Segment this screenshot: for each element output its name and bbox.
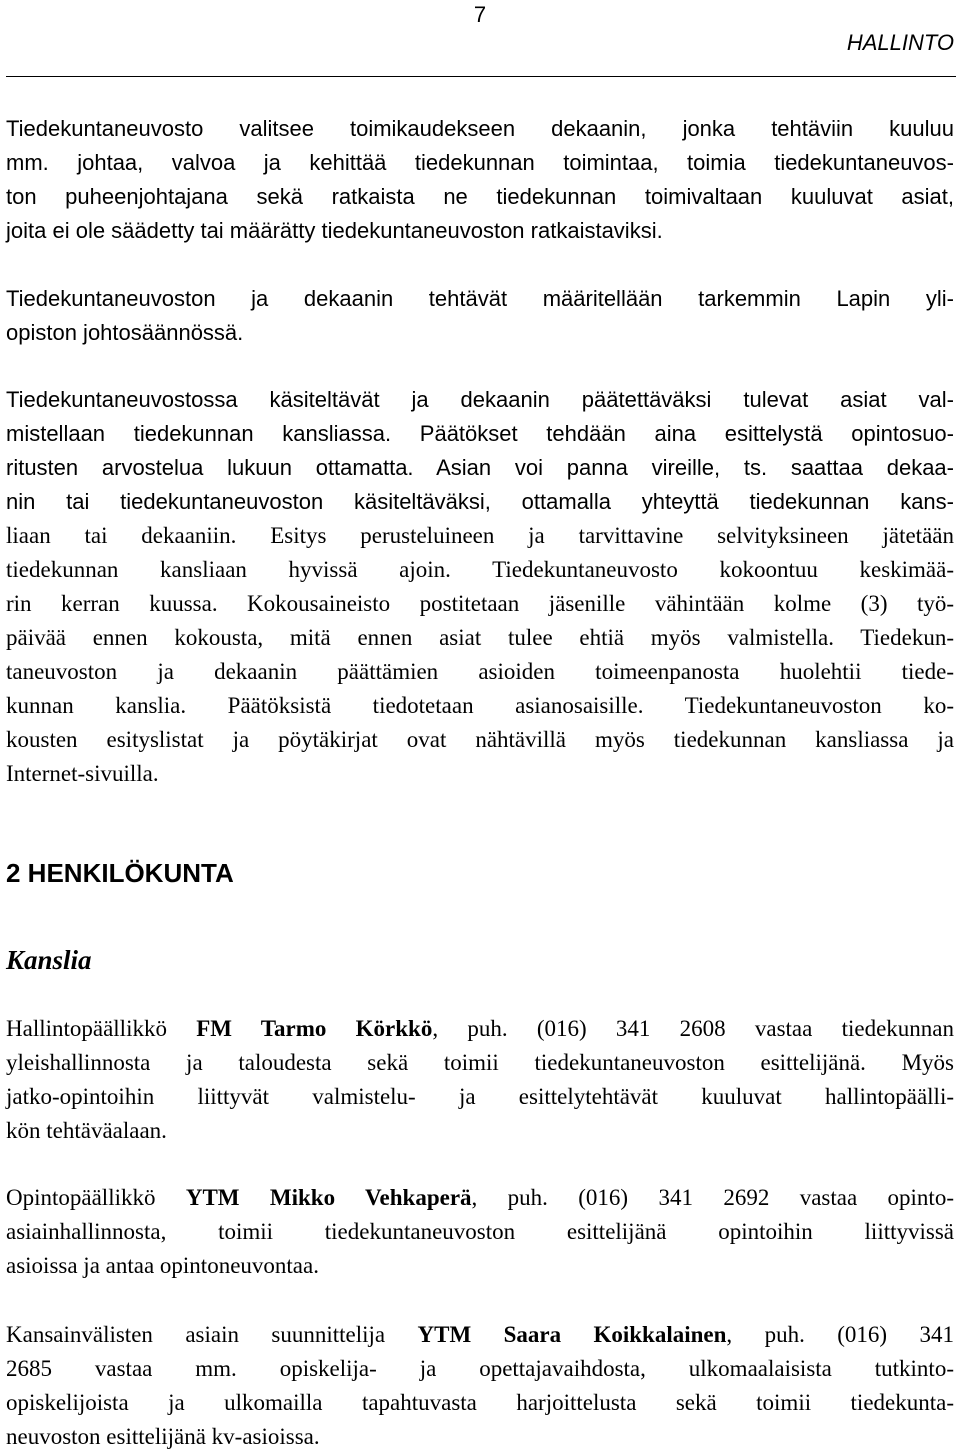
text-line: yleishallinnosta ja taloudesta sekä toimii tiedekuntaneuvoston esittelijänä. Myös (6, 1050, 954, 1075)
text-line (6, 1183, 954, 1213)
text-line: liaan tai dekaaniin. Esitys perusteluineen ja tarvittavine selvityksineen jätetään (6, 523, 954, 548)
text-line: mm. johtaa, valvoa ja kehittää tiedekunnan toimintaa, toimia tiedekuntaneuvos- (6, 150, 954, 175)
text-line: asiainhallinnosta, toimii tiedekuntaneuvoston esittelijänä opintoihin liittyvissä (6, 1219, 954, 1244)
text-line: taneuvoston ja dekaanin päättämien asioiden toimeenpanosta huolehtii tiede- (6, 659, 954, 684)
text-line: kön tehtäväalaan. (6, 1118, 167, 1143)
running-head: HALLINTO (846, 30, 954, 55)
text-line: kunnan kanslia. Päätöksistä tiedotetaan asianosaisille. Tiedekuntaneuvoston ko- (6, 693, 954, 718)
section-heading: 2 HENKILÖKUNTA (6, 858, 234, 888)
staff-details: , puh. (016) 341 (726, 1322, 954, 1347)
staff-name: YTM Mikko Vehkaperä (185, 1185, 472, 1210)
text-line: päivää ennen kokousta, mitä ennen asiat tulee ehtiä myös valmistella. Tiedekun- (6, 625, 954, 650)
text-line: Tiedekuntaneuvostossa käsiteltävät ja dekaanin päätettäväksi tulevat asiat val- (6, 387, 954, 412)
text-line: ton puheenjohtajana sekä ratkaista ne tiedekunnan toimivaltaan kuuluvat asiat, (6, 184, 954, 209)
text-line: nin tai tiedekuntaneuvoston käsiteltäväksi, ottamalla yhteyttä tiedekunnan kans- (6, 489, 954, 514)
text-line: ritusten arvostelua lukuun ottamatta. Asian voi panna vireille, ts. saattaa dekaa- (6, 455, 954, 480)
staff-title: Opintopäällikkö (6, 1185, 186, 1210)
staff-details: , puh. (016) 341 2608 vastaa tiedekunnan (432, 1016, 955, 1041)
staff-title: Hallintopäällikkö (6, 1016, 197, 1041)
text-line: jatko-opintoihin liittyvät valmistelu- ja esittelytehtävät kuuluvat hallintopäälli- (6, 1084, 954, 1109)
text-line: kousten esityslistat ja pöytäkirjat ovat nähtävillä myös tiedekunnan kansliassa ja (6, 727, 954, 752)
text-line: tiedekunnan kansliaan hyvissä ajoin. Tiedekuntaneuvosto kokoontuu keskimää- (6, 557, 954, 582)
text-line (6, 1320, 954, 1350)
staff-details: , puh. (016) 341 2692 vastaa opinto- (471, 1185, 954, 1210)
text-line: opiskelijoista ja ulkomailla tapahtuvasta harjoittelusta sekä toimii tiedekunta- (6, 1390, 954, 1415)
text-line: neuvoston esittelijänä kv-asioissa. (6, 1424, 320, 1449)
text-line: asioissa ja antaa opintoneuvontaa. (6, 1253, 319, 1278)
subsection-heading: Kanslia (6, 945, 92, 975)
text-line: mistellaan tiedekunnan kansliassa. Päätökset tehdään aina esittelystä opintosuo- (6, 421, 954, 446)
header-rule (6, 76, 956, 77)
text-line: joita ei ole säädetty tai määrätty tiedekuntaneuvoston ratkaistaviksi. (6, 218, 663, 243)
staff-name: YTM Saara Koikkalainen (417, 1322, 727, 1347)
staff-name: FM Tarmo Körkkö (196, 1016, 433, 1041)
text-line: Tiedekuntaneuvoston ja dekaanin tehtävät määritellään tarkemmin Lapin yli- (6, 286, 954, 311)
text-line: 2685 vastaa mm. opiskelija- ja opettajavaihdosta, ulkomaalaisista tutkinto- (6, 1356, 954, 1381)
text-line: Internet-sivuilla. (6, 761, 159, 786)
page-number: 7 (473, 2, 487, 27)
text-line: opiston johtosäännössä. (6, 320, 244, 345)
text-line: Tiedekuntaneuvosto valitsee toimikaudekseen dekaanin, jonka tehtäviin kuuluu (6, 116, 954, 141)
staff-title: Kansainvälisten asiain suunnittelija (6, 1322, 418, 1347)
text-line (6, 1014, 954, 1044)
text-line: rin kerran kuussa. Kokousaineisto postitetaan jäsenille vähintään kolme (3) työ- (6, 591, 954, 616)
